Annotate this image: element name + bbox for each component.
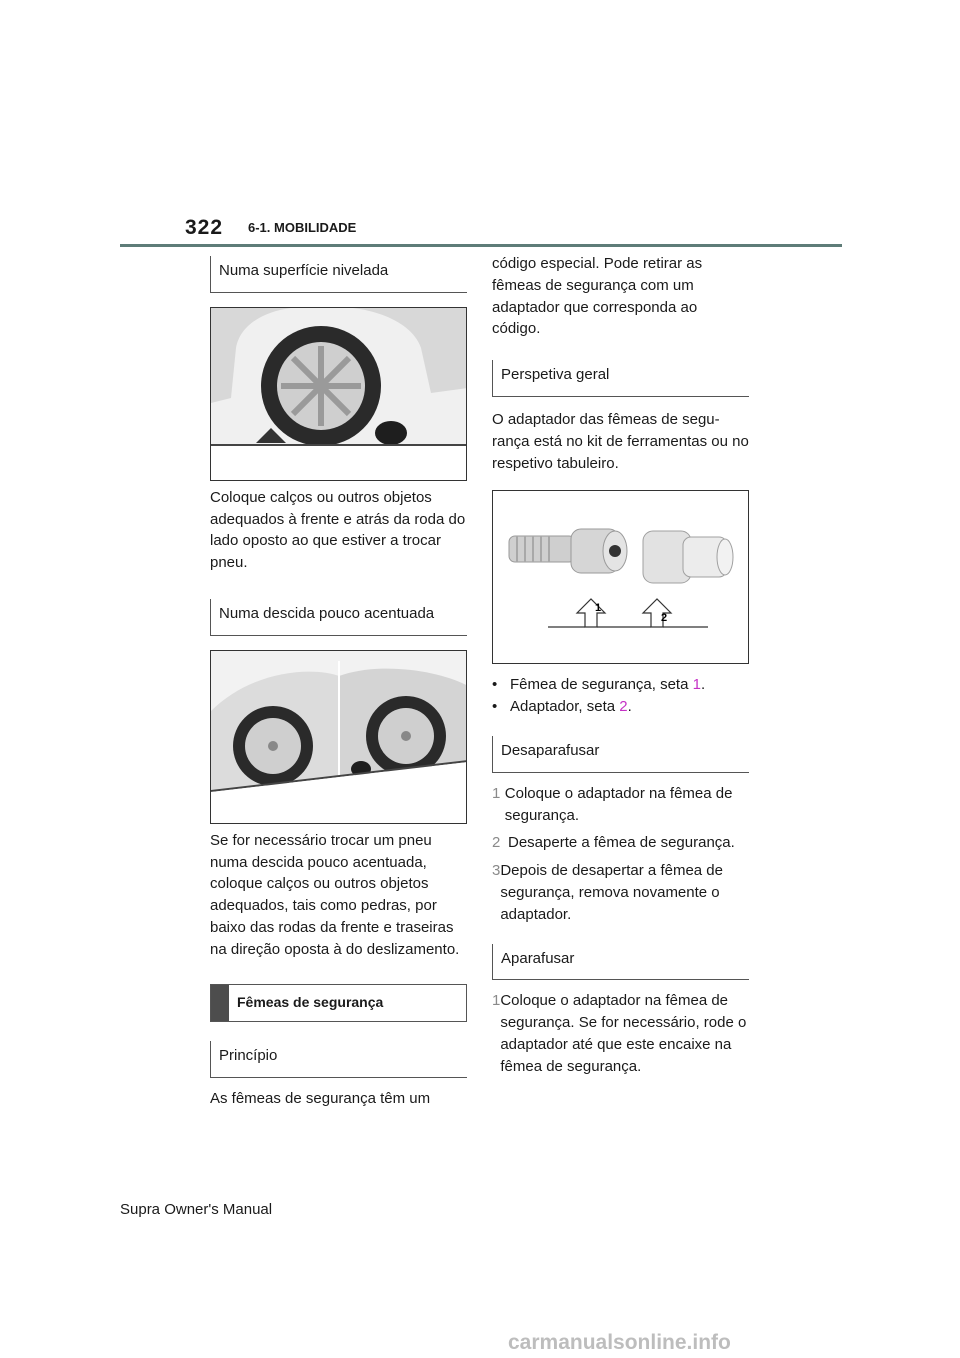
unscrew-steps <box>492 783 749 926</box>
section-bar-security-nuts <box>210 984 467 1023</box>
paragraph-principle: As fêmeas de segurança têm um <box>210 1090 431 1108</box>
figure-lock-nut-adapter <box>492 490 749 664</box>
lock-nut-adapter-illustration <box>493 491 749 663</box>
screw-steps <box>492 990 749 1077</box>
slope-illustration <box>211 651 467 823</box>
paragraph-code: código especial. Pode retirar as fêmeas de segurança com um adaptador que corresponda ao código. <box>492 255 703 338</box>
flat-surface-illustration <box>211 308 467 480</box>
right-column <box>492 253 749 1084</box>
figure-label-2: 2 <box>661 612 668 625</box>
paragraph-flat-surface: Coloque calços ou outros objetos adequados à frente e atrás da roda do lado oposto ao que estiver a trocar pneu. <box>210 488 466 572</box>
subheading-flat-surface: Numa superfície nivelada <box>210 256 467 293</box>
step-item: 1 Coloque o adaptador na fêmea de segurança. <box>492 784 733 824</box>
paragraph-overview: O adaptador das fêmeas de segurança está no kit de ferramentas ou no respetivo tabuleiro. <box>492 410 749 472</box>
page-number: 322 <box>185 216 224 239</box>
legend-list <box>492 674 749 718</box>
section-title: 6-1. MOBILIDADE <box>248 220 357 235</box>
footer-manual-title: Supra Owner's Manual <box>120 1201 273 1218</box>
legend-item: • Adaptador, seta 2. <box>492 698 632 716</box>
step-item: 2 Desaperte a fêmea de segurança. <box>492 834 735 852</box>
step-item: 3 Depois de desapertar a fêmea de segurança, remova novamente o adaptador. <box>492 862 723 923</box>
figure-flat-surface <box>210 307 467 481</box>
subheading-slope: Numa descida pouco acentuada <box>210 599 467 636</box>
figure-slope <box>210 650 467 824</box>
step-item: 1 Coloque o adaptador na fêmea de segurança. Se for necessário, rode o adaptador até que este encaixe na fêmea de segurança. <box>492 992 747 1075</box>
paragraph-slope: Se for necessário trocar um pneu numa descida pouco acentuada, coloque calços ou outros objetos adequados, tais como pedras, por baixo das rodas da frente e traseiras na direção oposta à do deslizamento. <box>210 831 460 958</box>
subheading-principle: Princípio <box>210 1041 467 1078</box>
subheading-screw: Aparafusar <box>492 944 749 981</box>
section-bar-marker <box>211 985 229 1022</box>
watermark: carmanualsonline.info <box>508 1331 731 1354</box>
subheading-unscrew: Desaparafusar <box>492 736 749 773</box>
figure-label-1: 1 <box>595 602 602 615</box>
section-bar-title: Fêmeas de segurança <box>237 993 384 1010</box>
left-column <box>210 256 467 1110</box>
subheading-overview: Perspetiva geral <box>492 360 749 397</box>
legend-item: • Fêmea de segurança, seta 1. <box>492 676 706 694</box>
header-rule <box>120 244 842 247</box>
